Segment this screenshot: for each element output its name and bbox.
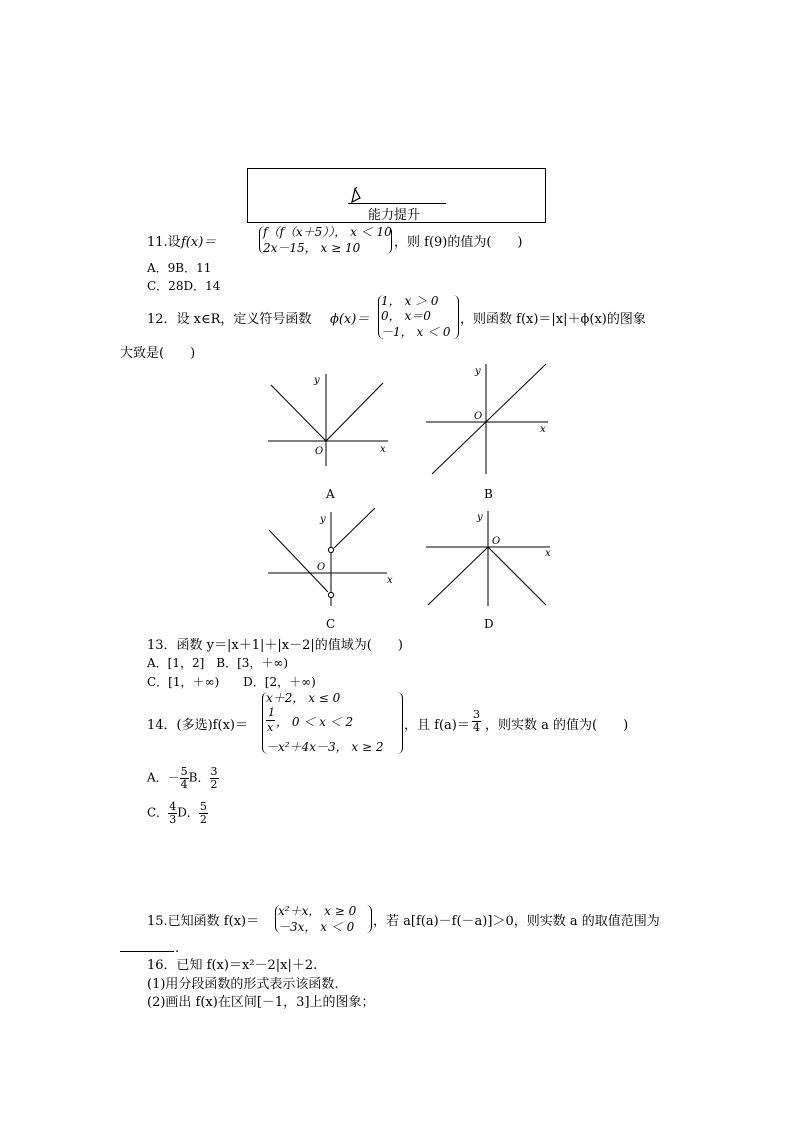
q14-optB-num: 3	[210, 765, 218, 778]
q15-prefix: 15.已知函数 f(x)＝	[147, 914, 260, 929]
graph-c-x-label: x	[387, 575, 393, 586]
q12-case1: 1， x ＞ 0	[381, 294, 439, 308]
q14-case2-rest: ， 0 ＜ x ＜ 2	[276, 715, 354, 729]
graph-d	[424, 508, 559, 608]
q11-options-row1: A．9B．11	[147, 261, 212, 275]
graph-a-left-ray	[271, 385, 326, 441]
q13-options-row2: C．[1，＋∞) D．[2，＋∞)	[147, 675, 316, 689]
q14-fraction	[472, 709, 481, 733]
q14-optC-num: 4	[169, 800, 177, 813]
q14-optA-num: 5	[180, 765, 188, 778]
q11-options-row2: C．28D．14	[147, 279, 221, 293]
q11-tail: ，则 f(9)的值为( )	[394, 235, 523, 250]
pencil-icon	[348, 186, 368, 204]
graph-c-caption: C	[326, 617, 336, 631]
q12-rbrace	[453, 295, 459, 339]
q14-optC-den: 3	[169, 812, 177, 826]
graph-a-x-label: x	[380, 444, 386, 455]
q14-optD-den: 2	[199, 812, 207, 826]
q14-case2-den: x	[267, 721, 274, 734]
q12-func: ϕ(x)＝	[330, 312, 370, 327]
graph-b-origin: O	[474, 411, 483, 422]
header-label: 能力提升	[368, 208, 421, 223]
q12-case2: 0， x＝0	[381, 309, 431, 323]
q16-stem: 16．已知 f(x)＝x²－2|x|＋2.	[147, 958, 318, 973]
q14-case2-num: 1	[268, 706, 275, 719]
q15-blank-end: .	[175, 941, 180, 956]
header-underline	[348, 203, 446, 204]
q14-frac-num: 3	[473, 708, 480, 721]
graph-d-right-ray	[488, 547, 546, 605]
q11-func: f(x)＝	[181, 235, 217, 250]
q12-case3: －1， x ＜ 0	[381, 325, 451, 339]
q12-prefix: 12．设 x∈R，定义符号函数	[147, 312, 312, 327]
graph-b	[424, 362, 554, 477]
q14-prefix: 14．(多选)f(x)＝	[147, 718, 248, 733]
q15-tail: ，若 a[f(a)－f(－a)]＞0，则实数 a 的取值范围为	[373, 914, 660, 929]
q14-frac-den: 4	[473, 720, 480, 734]
q14-options-row1	[147, 766, 219, 790]
q11-prefix: 11.设	[147, 235, 181, 250]
graph-c-open-point-upper	[328, 547, 333, 552]
q16-part2: (2)画出 f(x)在区间[－1，3]上的图象；	[147, 995, 375, 1010]
q14-optA-pre: A．－	[147, 770, 180, 785]
q14-optC-pre: C．	[147, 805, 169, 820]
q14-optD-num: 5	[199, 800, 207, 813]
graph-c-open-point-lower	[328, 592, 333, 597]
q12-tail: ，则函数 f(x)＝|x|＋ϕ(x)的图象	[460, 312, 646, 327]
graph-c	[265, 508, 400, 608]
q14-mid: ，且 f(a)＝	[404, 718, 470, 733]
graph-d-y-label: y	[477, 512, 483, 523]
graph-b-x-label: x	[540, 424, 546, 435]
graph-a-caption: A	[326, 487, 335, 501]
q14-optD-pre: D．	[177, 805, 199, 820]
q14-options-row2	[147, 801, 208, 825]
q15-case1: x²＋x， x ≥ 0	[278, 904, 357, 918]
q14-optB-den: 2	[210, 777, 218, 791]
q14-case3: －x²＋4x－3， x ≥ 2	[266, 740, 384, 754]
q14-case1: x＋2， x ≤ 0	[266, 691, 341, 705]
q14-optA-den: 4	[180, 777, 188, 791]
graph-c-right-ray	[334, 508, 375, 548]
q16-part1: (1)用分段函数的形式表示该函数.	[147, 977, 339, 992]
graph-b-y-label: y	[475, 366, 481, 377]
graph-b-line	[432, 364, 546, 474]
graph-a-origin: O	[315, 446, 324, 457]
q14-tail: ，则实数 a 的值为( )	[485, 718, 629, 733]
q15-rbrace	[366, 905, 372, 933]
q14-rbrace	[397, 692, 403, 754]
graph-c-left-ray	[269, 530, 328, 592]
section-header-box	[247, 168, 546, 223]
graph-d-x-label: x	[545, 548, 551, 559]
graph-a-right-ray	[326, 383, 383, 441]
graph-a	[265, 368, 395, 468]
graph-c-origin: O	[317, 562, 326, 573]
q11-case2: 2x－15， x ≥ 10	[263, 241, 361, 255]
graph-d-caption: D	[484, 617, 494, 631]
q13-options-row1: A．[1，2] B．[3，＋∞)	[147, 656, 289, 670]
graph-a-y-label: y	[314, 375, 320, 386]
graph-b-caption: B	[484, 487, 493, 501]
q11-rbrace	[386, 226, 392, 254]
q15-answer-blank[interactable]	[120, 951, 174, 952]
q11-case1: f（f（x＋5））， x ＜ 10	[263, 225, 392, 239]
graph-c-y-label: y	[320, 514, 326, 525]
q13-stem: 13．函数 y＝|x＋1|＋|x－2|的值域为( )	[147, 638, 403, 653]
q12-tail2: 大致是( )	[120, 346, 196, 361]
graph-d-left-ray	[428, 547, 488, 605]
q15-case2: －3x， x ＜ 0	[278, 920, 355, 934]
q14-optB-pre: B．	[188, 770, 210, 785]
graph-d-origin: O	[492, 536, 501, 547]
